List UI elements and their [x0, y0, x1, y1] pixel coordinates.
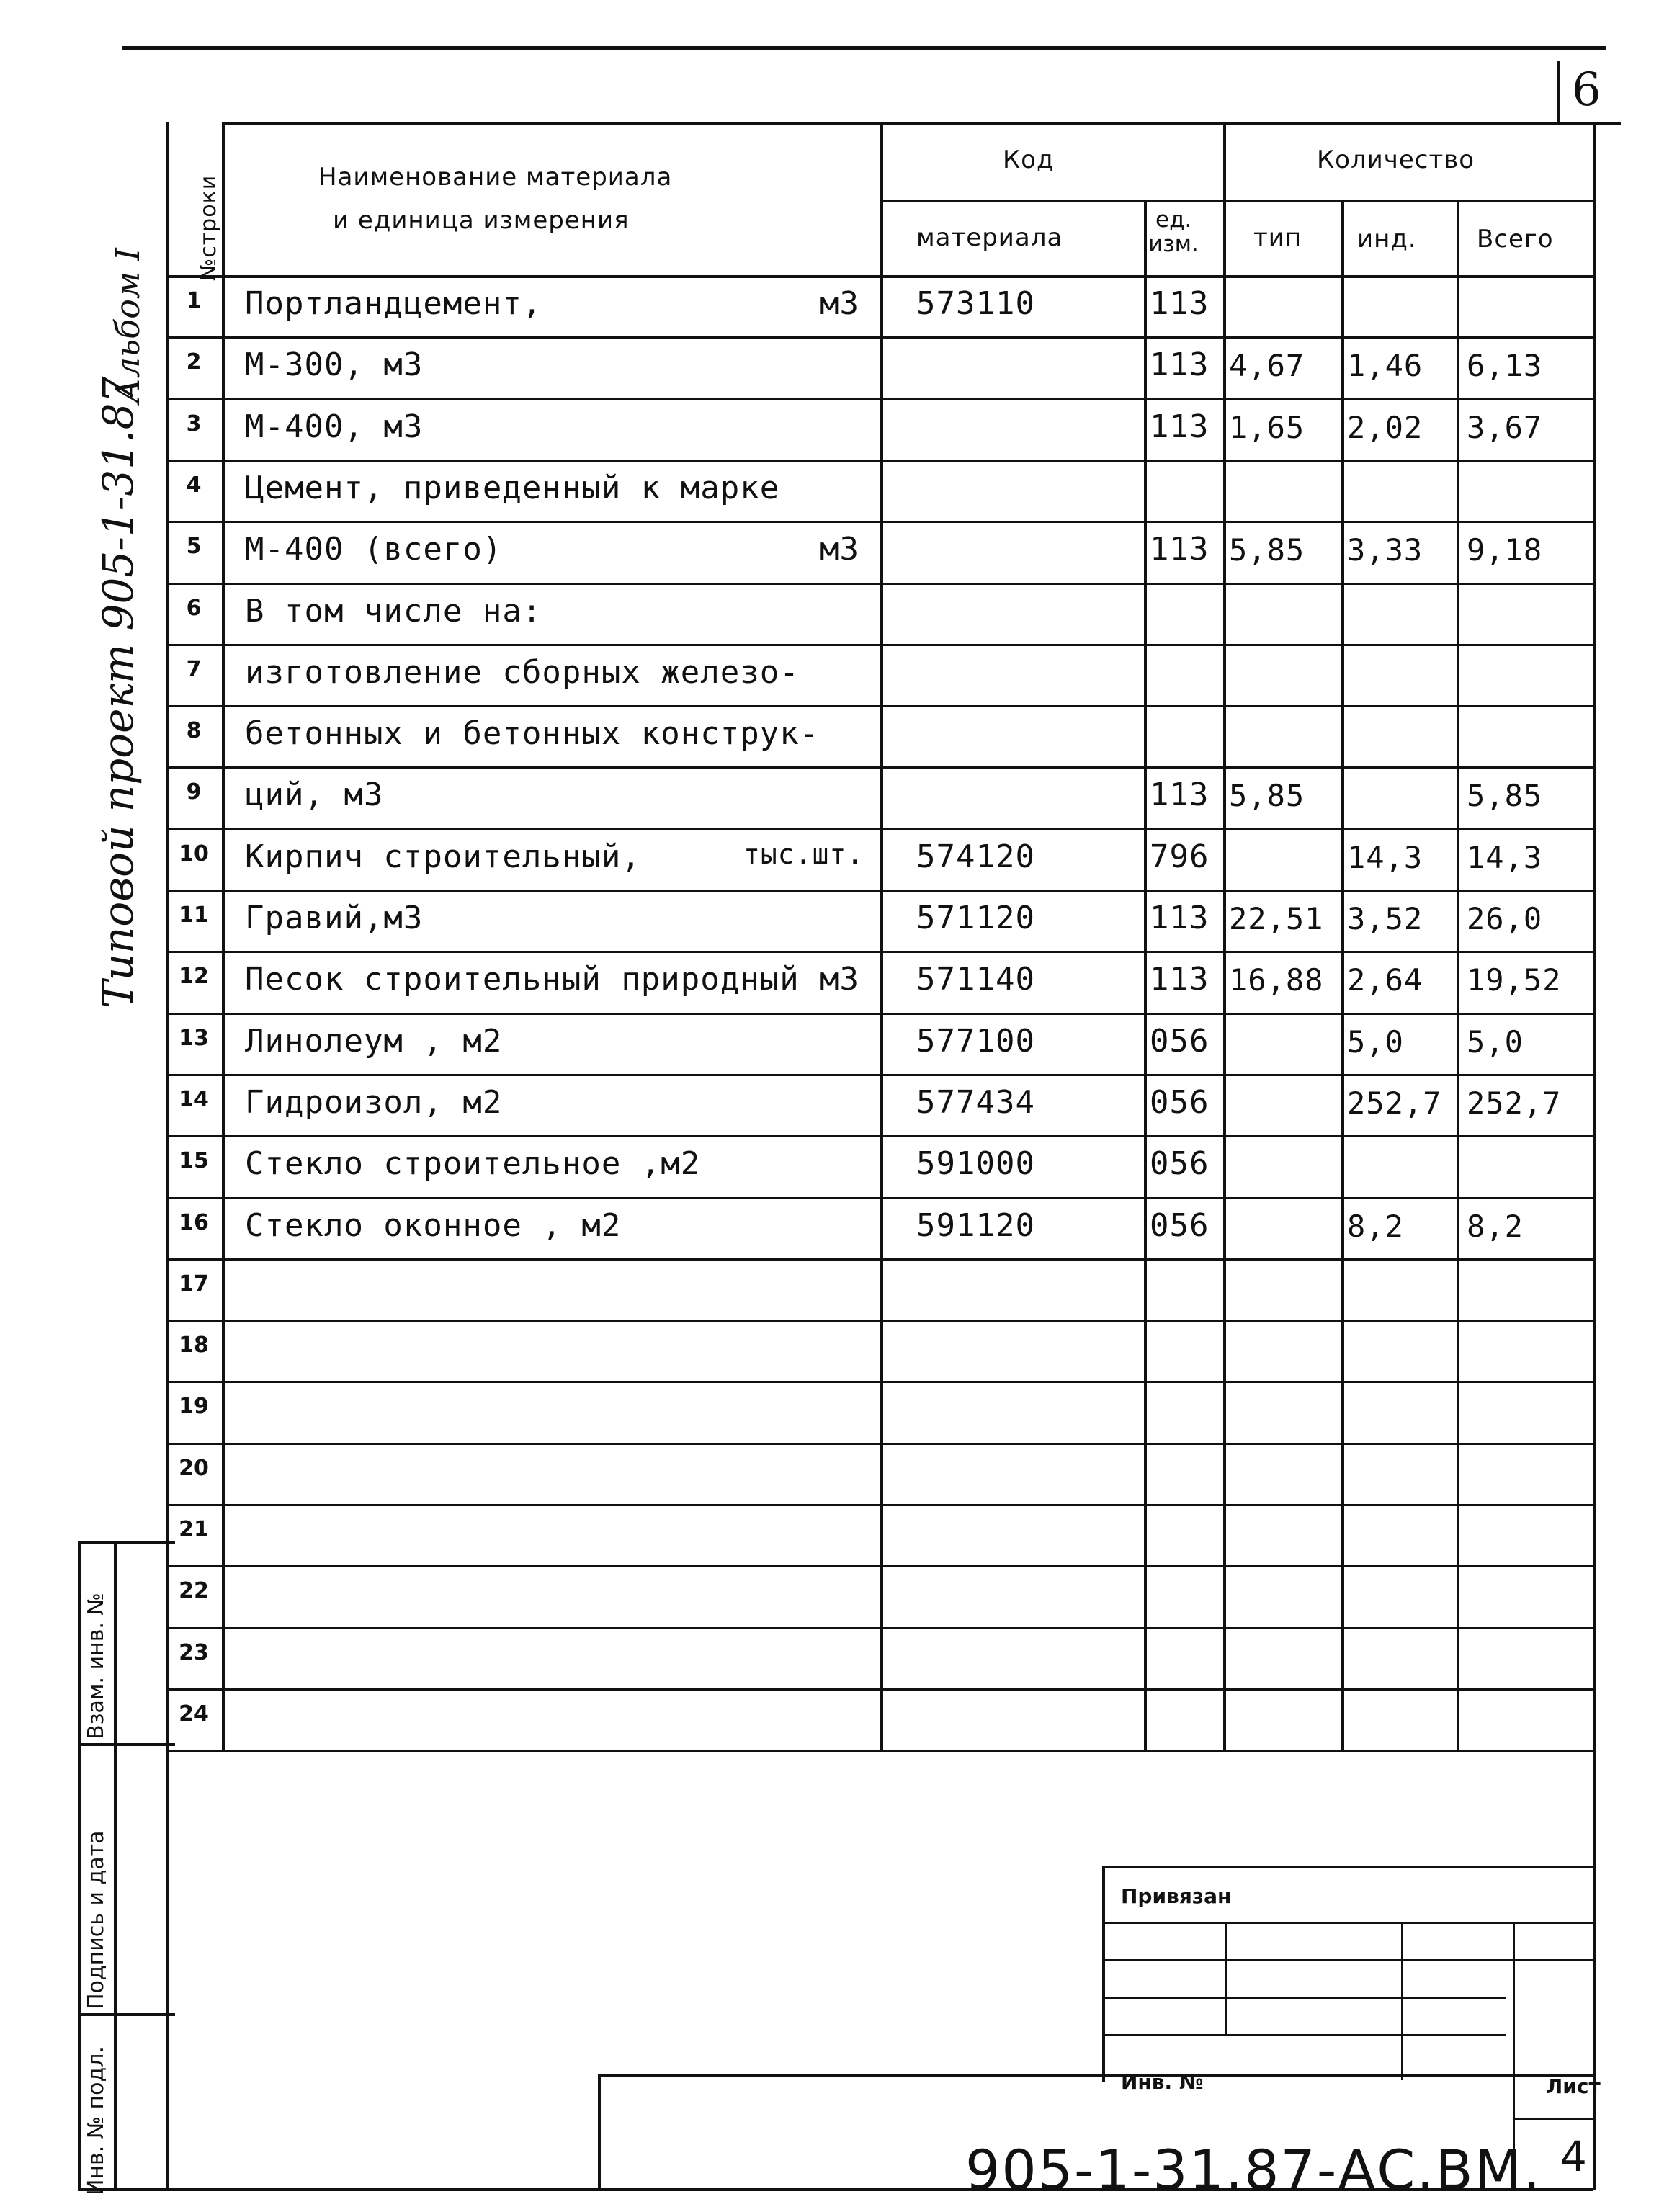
- table-bottom-line: [166, 1750, 1596, 1752]
- row-unit-code: 113: [1150, 776, 1209, 814]
- row-typ: 16,88: [1229, 962, 1324, 998]
- page-number: 6: [1572, 63, 1601, 117]
- row-line: [166, 583, 1596, 585]
- row-number: 21: [179, 1517, 209, 1542]
- row-line: [166, 460, 1596, 462]
- header-top-line: [222, 122, 1621, 125]
- stamp-top: [78, 1541, 175, 1544]
- row-unit-code: 056: [1150, 1145, 1209, 1183]
- row-name: Стекло строительное ,м2: [245, 1145, 701, 1183]
- row-code: 577434: [916, 1083, 1035, 1121]
- top-rule: [122, 46, 1606, 50]
- row-number: 3: [186, 411, 202, 436]
- row-line: [166, 1320, 1596, 1322]
- row-unit-code: 113: [1150, 285, 1209, 322]
- row-name: М-400 (всего): [245, 531, 503, 568]
- titleblock-main-top: [598, 2074, 1593, 2077]
- row-total: 8,2: [1467, 1208, 1524, 1244]
- header-row-number: №строки: [196, 174, 221, 281]
- row-typ: 5,85: [1229, 778, 1305, 814]
- row-unit-code: 056: [1150, 1206, 1209, 1244]
- row-ind: 3,33: [1347, 532, 1423, 568]
- row-unit: м3: [820, 531, 859, 568]
- row-code: 571120: [916, 900, 1035, 936]
- row-line: [166, 1013, 1596, 1015]
- row-total: 5,0: [1467, 1024, 1524, 1060]
- titleblock-col-1: [1225, 1922, 1227, 2034]
- sheet-divider: [1513, 2118, 1593, 2120]
- row-number: 12: [179, 964, 209, 990]
- titleblock-col-2: [1401, 1922, 1403, 2080]
- row-unit: м3: [820, 961, 859, 998]
- stamp-outer-left: [78, 1541, 81, 2190]
- row-total: 252,7: [1467, 1085, 1562, 1121]
- row-ind: 1,46: [1347, 348, 1423, 384]
- stamp-sign-date: Подпись и дата: [84, 1830, 109, 2010]
- row-number: 20: [179, 1455, 209, 1481]
- row-name: Песок строительный природный: [245, 961, 800, 998]
- stamp-inv-no-orig: Инв. № подл.: [84, 2046, 109, 2195]
- row-line: [166, 1443, 1596, 1445]
- row-number: 1: [186, 288, 202, 313]
- row-line: [166, 1627, 1596, 1629]
- row-line: [166, 521, 1596, 523]
- row-number: 2: [186, 349, 202, 375]
- row-name: Гидроизол, м2: [245, 1083, 503, 1121]
- inv-no-label: Инв. №: [1121, 2070, 1204, 2094]
- row-code: 571140: [916, 961, 1035, 998]
- row-number: 5: [186, 534, 202, 560]
- row-number: 4: [186, 472, 202, 498]
- header-code-material: материала: [916, 223, 1063, 252]
- row-number: 10: [179, 841, 209, 867]
- row-ind: 252,7: [1347, 1085, 1442, 1121]
- titleblock-top: [1102, 1866, 1593, 1868]
- row-typ: 4,67: [1229, 348, 1305, 384]
- row-line: [166, 828, 1596, 830]
- side-signature: Альбом I: [108, 248, 147, 403]
- row-line: [166, 705, 1596, 707]
- stamp-row-2: [78, 2013, 175, 2016]
- header-typ: тип: [1253, 223, 1302, 252]
- row-number: 16: [179, 1209, 209, 1235]
- row-ind: 3,52: [1347, 901, 1423, 936]
- stamp-row-1: [78, 1743, 175, 1746]
- row-number: 8: [186, 718, 202, 744]
- row-total: 3,67: [1467, 409, 1543, 445]
- row-code: 591120: [916, 1206, 1035, 1244]
- document-code: 905-1-31.87-АС.ВМ.: [965, 2138, 1542, 2202]
- row-number: 14: [179, 1086, 209, 1112]
- row-name: Линолеум , м2: [245, 1022, 503, 1060]
- row-typ: 1,65: [1229, 409, 1305, 445]
- page-number-border: [1557, 61, 1560, 124]
- row-unit-code: 113: [1150, 346, 1209, 384]
- stamp-replace-inv: Взам. инв. №: [84, 1593, 109, 1739]
- row-name: изготовление сборных железо-: [245, 653, 800, 691]
- row-ind: 2,64: [1347, 962, 1423, 998]
- row-line: [166, 1074, 1596, 1076]
- row-ind: 5,0: [1347, 1024, 1404, 1060]
- row-code: 577100: [916, 1022, 1035, 1060]
- row-total: 19,52: [1467, 962, 1562, 998]
- row-name: М-400, м3: [245, 408, 424, 445]
- row-number: 15: [179, 1148, 209, 1174]
- frame-right: [1593, 1750, 1596, 2190]
- header-unit-2: изм.: [1148, 231, 1199, 257]
- row-name: Гравий,м3: [245, 900, 424, 936]
- row-code: 574120: [916, 838, 1035, 875]
- row-total: 6,13: [1467, 348, 1543, 384]
- row-typ: 5,85: [1229, 532, 1305, 568]
- sheet-number: 4: [1560, 2132, 1587, 2181]
- row-line: [166, 951, 1596, 953]
- row-number: 11: [179, 903, 209, 928]
- row-line: [166, 644, 1596, 646]
- header-name: Наименование материала: [318, 163, 673, 192]
- row-name: В том числе на:: [245, 592, 542, 630]
- row-name: Портландцемент,: [245, 285, 542, 322]
- header-name-2: и единица измерения: [333, 206, 630, 235]
- row-number: 13: [179, 1025, 209, 1051]
- row-line: [166, 1197, 1596, 1199]
- row-name: Цемент, приведенный к марке: [245, 469, 780, 506]
- row-name: Кирпич строительный,: [245, 838, 641, 875]
- row-ind: 2,02: [1347, 409, 1423, 445]
- side-project-label: Типовой проект 905-1-31.87: [94, 376, 143, 1008]
- titleblock-left: [1102, 1866, 1105, 2082]
- titleblock-row-2: [1102, 1959, 1593, 1961]
- header-total: Всего: [1477, 225, 1554, 254]
- row-number: 24: [179, 1701, 209, 1727]
- row-total: 14,3: [1467, 839, 1543, 875]
- row-unit-code: 113: [1150, 961, 1209, 998]
- row-number: 6: [186, 595, 202, 621]
- row-unit: тыс.шт.: [743, 838, 864, 870]
- col-typ-divider: [1341, 200, 1344, 1750]
- header-code: Код: [1003, 145, 1055, 174]
- row-unit-code: 796: [1150, 838, 1209, 875]
- row-unit-code: 113: [1150, 900, 1209, 936]
- row-line: [166, 1688, 1596, 1691]
- titleblock-main-left: [598, 2074, 601, 2190]
- privyazan-label: Привязан: [1121, 1884, 1232, 1908]
- titleblock-row-1: [1102, 1922, 1593, 1924]
- sheet-label: Лист: [1546, 2074, 1601, 2098]
- row-number: 9: [186, 779, 202, 805]
- row-number: 22: [179, 1578, 209, 1604]
- row-typ: 22,51: [1229, 901, 1324, 936]
- row-unit-code: 056: [1150, 1083, 1209, 1121]
- row-code: 591000: [916, 1145, 1035, 1183]
- row-line: [166, 398, 1596, 400]
- row-line: [166, 1381, 1596, 1383]
- row-code: 573110: [916, 285, 1035, 322]
- row-line: [166, 766, 1596, 769]
- stamp-inner-left: [114, 1541, 117, 2190]
- header-ind: инд.: [1357, 225, 1417, 254]
- row-number: 7: [186, 656, 202, 682]
- row-name: Стекло оконное , м2: [245, 1206, 622, 1244]
- row-number: 18: [179, 1333, 209, 1358]
- frame-left: [166, 1750, 169, 2190]
- row-unit-code: 056: [1150, 1022, 1209, 1060]
- row-line: [166, 1135, 1596, 1137]
- header-quantity: Количество: [1317, 145, 1475, 174]
- row-total: 26,0: [1467, 901, 1543, 936]
- row-unit-code: 113: [1150, 531, 1209, 568]
- row-line: [166, 890, 1596, 892]
- row-line: [166, 1565, 1596, 1567]
- header-bottom-line: [166, 275, 1596, 278]
- titleblock-row-3: [1102, 1997, 1506, 1999]
- header-unit-1: ед.: [1155, 207, 1192, 233]
- row-name: ций, м3: [245, 776, 384, 814]
- row-ind: 14,3: [1347, 839, 1423, 875]
- titleblock-row-4: [1102, 2034, 1506, 2036]
- row-number: 23: [179, 1639, 209, 1665]
- row-number: 19: [179, 1394, 209, 1420]
- row-unit-code: 113: [1150, 408, 1209, 445]
- row-total: 5,85: [1467, 778, 1543, 814]
- row-unit: м3: [820, 285, 859, 322]
- row-name: бетонных и бетонных конструк-: [245, 715, 820, 753]
- col-ind-divider: [1457, 200, 1459, 1750]
- row-name: М-300, м3: [245, 346, 424, 384]
- row-line: [166, 1258, 1596, 1261]
- row-number: 17: [179, 1271, 209, 1297]
- header-mid-line: [880, 200, 1593, 202]
- col-code-divider: [1144, 200, 1147, 1750]
- row-line: [166, 1504, 1596, 1506]
- row-total: 9,18: [1467, 532, 1543, 568]
- row-line: [166, 336, 1596, 339]
- row-ind: 8,2: [1347, 1208, 1404, 1244]
